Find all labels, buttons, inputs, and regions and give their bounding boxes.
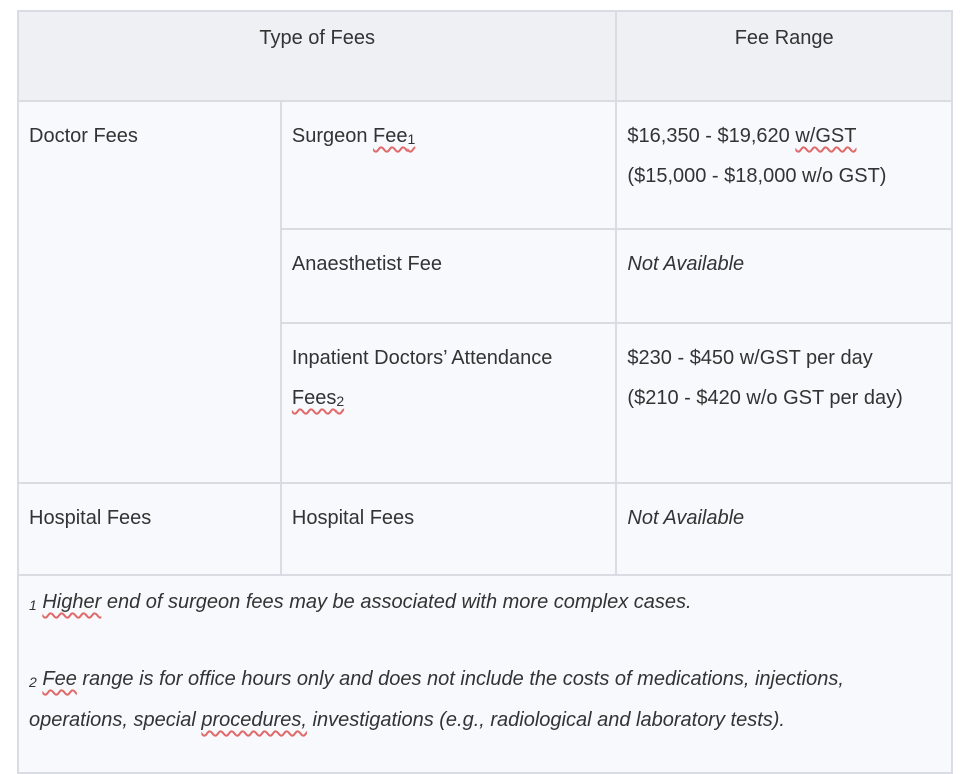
footnote-2: [29, 659, 941, 740]
category-doctor-fees: Doctor Fees: [18, 101, 281, 483]
fees-table: [17, 10, 953, 774]
item-hospital-fees: Hospital Fees: [281, 483, 617, 575]
footnote-underlined: Higher: [42, 591, 102, 613]
item-underlined-text: Fees: [291, 387, 337, 409]
header-row: [18, 11, 952, 101]
range-hospital-fees: Not Available: [616, 483, 952, 575]
footnote-text: range is for office hours only and does not include the costs of medications, injections, operations, special: [29, 668, 844, 731]
item-text: Surgeon: [291, 125, 374, 147]
range-text: $16,350 - $19,620: [627, 125, 796, 147]
table-row: [18, 101, 952, 229]
range-line1: [627, 116, 941, 156]
header-fee-range: Fee Range: [616, 11, 952, 101]
range-line1: $230 - $450 w/GST per day: [627, 347, 873, 369]
footnote-underlined: Fee: [42, 668, 77, 690]
range-line2: ($15,000 - $18,000 w/o GST): [627, 165, 887, 187]
footnote-underlined: procedures,: [201, 709, 307, 731]
range-anaesthetist-fee: Not Available: [616, 229, 952, 323]
item-inpatient-fees: [281, 323, 617, 483]
range-inpatient-fees: [616, 323, 952, 483]
range-surgeon-fee: [616, 101, 952, 229]
header-type-of-fees: Type of Fees: [18, 11, 616, 101]
item-underlined-text: Fee: [373, 125, 408, 147]
item-line1: Inpatient Doctors’ Attendance: [291, 347, 553, 369]
footnote-text: end of surgeon fees may be associated with more complex cases.: [101, 591, 692, 613]
item-underlined: [292, 387, 344, 409]
footnote-number: 2: [29, 674, 37, 690]
item-anaesthetist-fee: Anaesthetist Fee: [281, 229, 617, 323]
range-line2: ($210 - $420 w/o GST per day): [627, 387, 903, 409]
footnote-1: [29, 582, 941, 623]
footnote-ref: 2: [336, 393, 345, 409]
footnotes: [18, 575, 952, 773]
footnote-ref: 1: [407, 131, 416, 147]
item-surgeon-fee: [281, 101, 617, 229]
item-line2: [292, 378, 606, 419]
item-underlined: [373, 125, 415, 147]
table-row: [18, 483, 952, 575]
range-underlined: w/GST: [795, 125, 857, 147]
footnote-text: investigations (e.g., radiological and laboratory tests).: [306, 709, 785, 731]
notes-row: [18, 575, 952, 773]
footnote-number: 1: [29, 597, 37, 613]
category-hospital-fees: Hospital Fees: [18, 483, 281, 575]
